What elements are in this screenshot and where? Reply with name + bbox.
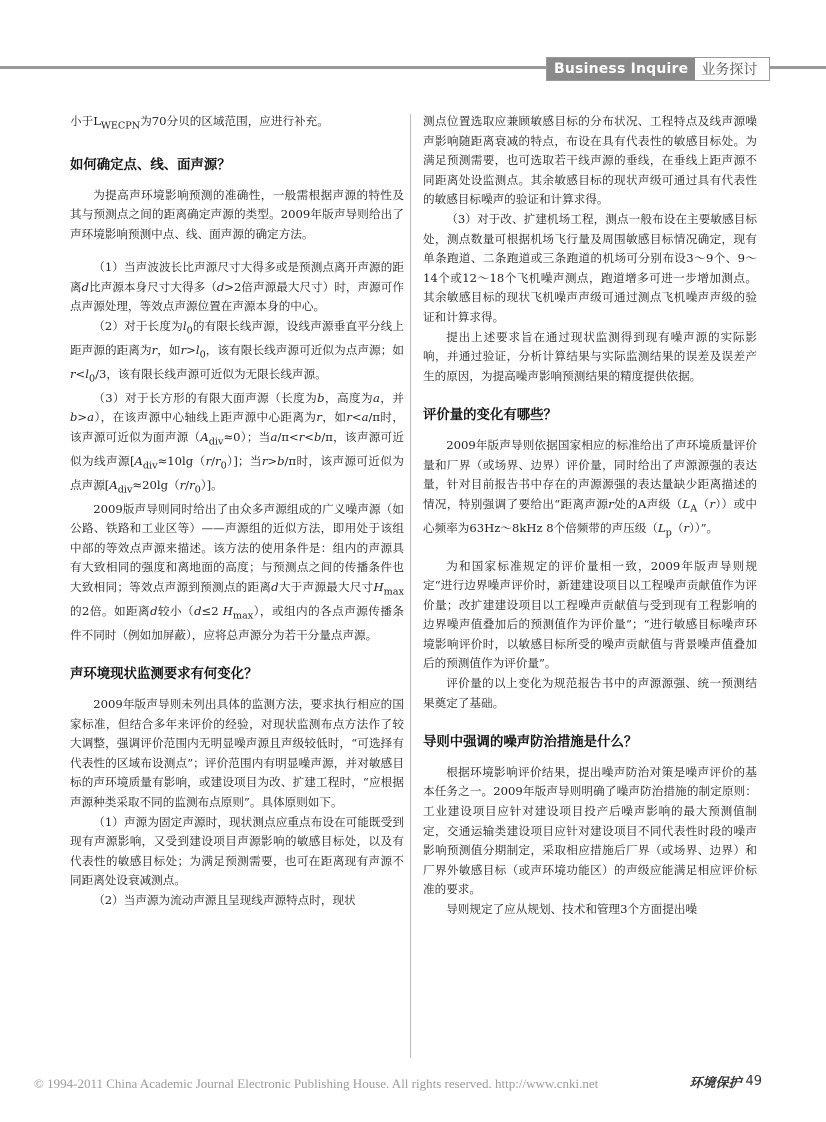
section-header-cn: 业务探讨 bbox=[701, 62, 758, 78]
paragraph: 导则规定了应从规划、技术和管理3个方面提出噪 bbox=[446, 902, 698, 916]
paragraph: （2）当声源为流动声源且呈现线声源特点时，现状 bbox=[93, 893, 356, 907]
section-heading: 如何确定点、线、面声源？ bbox=[70, 157, 231, 173]
paragraph: （3）对于改、扩建机场工程，测点一般布设在主要敏感目标处，测点数量可根据机场飞行量及周围敏感目标情况确定，现有单条跑道、二条跑道或三条跑道的机场可分别布设3～9个、9～14个或12～18个飞机噪声测点，跑道增多可进一步增加测点。其余敏感目标的现状飞机噪声声级可通过测点飞机噪声声级的验证和计算求得。 bbox=[423, 211, 757, 324]
section-header bbox=[546, 57, 770, 81]
page-number-box bbox=[689, 1072, 762, 1091]
copyright-footer: © 1994-2011 China Academic Journal Electronic Publishing House. All rights reserved. http://www.cnki.net bbox=[34, 1076, 599, 1091]
paragraph: 为和国家标准规定的评价量相一致，2009年版声导则规定“进行边界噪声评价时，新建建设项目以工程噪声贡献值作为评价量；改扩建建设项目以工程噪声贡献值与受到现有工程影响的边界噪声值叠加后的预测值作为评价量”；“进行敏感目标噪声环境影响评价时，以敏感目标所受的噪声贡献值与背景噪声值叠加后的预测值作为评价量”。 bbox=[423, 558, 757, 671]
paragraph: 根据环境影响评价结果，提出噪声防治对策是噪声评价的基本任务之一。2009年版声导则明确了噪声防治措施的制定原则：工业建设项目应针对建设项目投产后噪声影响的最大预测值制定，交通运输类建设项目应针对建设项目不同代表性时段的噪声影响预测值分期制定，采取相应措施后厂界（或场界、边界）和厂界外敏感目标（或声环境功能区）的声级应能满足相应评价标准的要求。 bbox=[423, 764, 757, 897]
column-divider bbox=[410, 114, 411, 1058]
paragraph: （3）对于长方形的有限大面声源（长度为b，高度为a，并b>a），在该声源中心轴线上距声源中心距离为r，如r<a/π时，该声源可近似为面声源$(A_{div}\approx 0)$；当a/π<r<b/π，该声源可近似为线声源$[A_{div}\approx 10\lg(r/r_0)]$；当r>b/π时，该声源可近似为点声源$[A_{div}\approx 20\lg(r/r_0)]$。 bbox=[70, 390, 404, 496]
right-column bbox=[423, 112, 757, 920]
paragraph: 评价量的以上变化为规范报告书中的声源源强、统一预测结果奠定了基础。 bbox=[423, 676, 757, 710]
section-heading: 导则中强调的噪声防治措施是什么？ bbox=[423, 735, 638, 751]
paragraph: 2009版声导则同时给出了由众多声源组成的广义噪声源（如公路、铁路和工业区等）——声源组的近似方法，即用处于该组中部的等效点声源来描述。该方法的使用条件是：组内的声源具有大致相同的强度和离地面的高度；与预测点之间的传播条件也大致相同；等效点声源到预测点的距离d大于声源最大尺寸$H_{max}$的2倍。如距离d较小（d≤2 $H_{max}$），或组内的各点声源传播条件不同时（例如加屏蔽），应将总声源分为若干分量点声源。 bbox=[70, 501, 404, 642]
paragraph: 2009年版声导则依据国家相应的标准给出了声环境质量评价量和厂界（或场界、边界）评价量，同时给出了声源源强的表达量，针对目前报告书中存在的声源源强的表达量缺少距离描述的情况，特别强调了要给出“距离声源r处的A声级$(L_A(r))$或中心频率为63Hz～8kHz 8个倍频带的声压级$(L_p(r))$”。 bbox=[423, 437, 757, 538]
paragraph: 2009年版声导则未列出具体的监测方法，要求执行相应的国家标准，但结合多年来评价的经验，对现状监测布点方法作了较大调整，强调评价范围内无明显噪声源且声级较低时，“可选择有代表性的区域布设测点”；评价范围内有明显噪声源，并对敏感目标的声环境质量有影响，或建设项目为改、扩建工程时，“应根据声源种类采取不同的监测布点原则”。具体原则如下。 bbox=[70, 697, 404, 810]
section-heading: 评价量的变化有哪些？ bbox=[423, 408, 557, 424]
page-number: 49 bbox=[745, 1074, 762, 1089]
left-column bbox=[70, 112, 404, 911]
section-header-en: Business Inquire bbox=[547, 58, 695, 80]
paragraph: （1）当声波波长比声源尺寸大得多或是预测点离开声源的距离d比声源本身尺寸大得多（d>2倍声源最大尺寸）时，声源可作点声源处理，等效点声源位置在声源本身的中心。 bbox=[70, 260, 404, 314]
paragraph: 为提高声环境影响预测的准确性，一般需根据声源的特性及其与预测点之间的距离确定声源的类型。2009年版声导则给出了声环境影响预测中点、线、面声源的确定方法。 bbox=[70, 187, 404, 241]
paragraph: 测点位置选取应兼顾敏感目标的分布状况、工程特点及线声源噪声影响随距离衰减的特点，布设在具有代表性的敏感目标处。为满足预测需要，也可选取若干线声源的垂线，在垂线上距声源不同距离处设监测点。其余敏感目标的现状声级可通过具有代表性的敏感目标噪声的验证和计算求得。 bbox=[423, 114, 757, 207]
section-heading: 声环境现状监测要求有何变化？ bbox=[70, 667, 258, 683]
journal-logo: 环境保护 bbox=[689, 1076, 742, 1091]
paragraph: （2）对于长度为$l_0$的有限长线声源，设线声源垂直平分线上距声源的距离为r，如$r>l_0$，该有限长线声源可近似为点声源；如$r<l_0/3$，该有限长线声源可近似为无限长线声源。 bbox=[70, 319, 404, 385]
paragraph: 提出上述要求旨在通过现状监测得到现有噪声源的实际影响，并通过验证，分析计算结果与实际监测结果的误差及误差产生的原因，为提高噪声影响预测结果的精度提供依据。 bbox=[423, 329, 757, 383]
paragraph: 小于$L_{WECPN}$为70分贝的区域范围，应进行补充。 bbox=[70, 114, 329, 132]
paragraph: （1）声源为固定声源时，现状测点应重点布设在可能既受到现有声源影响，又受到建设项目声源影响的敏感目标处，以及有代表性的敏感目标处；为满足预测需要，也可在距离现有声源不同距离处设衰减测点。 bbox=[70, 814, 404, 888]
